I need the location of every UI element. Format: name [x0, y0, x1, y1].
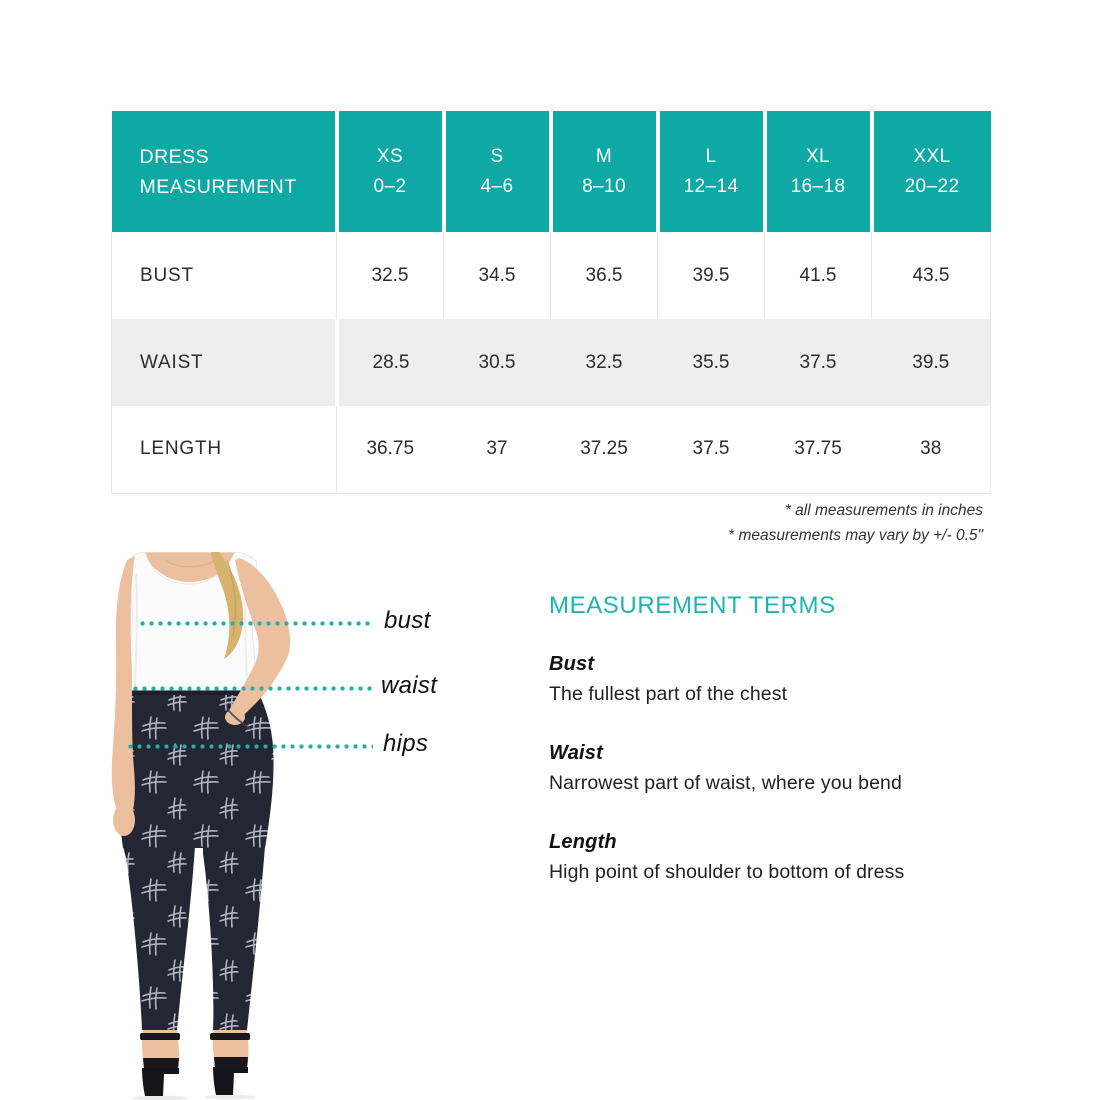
- footnote-inches: * all measurements in inches: [784, 502, 983, 519]
- term-item-length: [549, 831, 1029, 884]
- table-row-waist: [112, 319, 991, 406]
- cell-waist-l: 35.5: [692, 351, 730, 373]
- footnote-variance: * measurements may vary by +/- 0.5": [728, 526, 983, 544]
- pants-shape: [118, 682, 273, 1030]
- table-row-length: [112, 406, 991, 493]
- cell-length-xxl: 38: [872, 406, 991, 493]
- size-code: XL: [805, 145, 831, 167]
- term-name-bust: Bust: [549, 653, 595, 675]
- cell-bust-xl: 41.5: [765, 232, 872, 319]
- size-code: XXL: [913, 145, 951, 167]
- size-code: M: [595, 145, 613, 167]
- table-header-row: [112, 111, 991, 232]
- term-name-length: Length: [549, 831, 617, 853]
- table-title-line2: MEASUREMENT: [139, 175, 297, 198]
- cell-bust-xxl: 43.5: [872, 232, 991, 319]
- right-shoe: [210, 1030, 250, 1095]
- term-definition-length: High point of shoulder to bottom of dress: [549, 861, 905, 883]
- column-header-xs: [337, 111, 444, 232]
- size-range: 12–14: [683, 175, 739, 197]
- cell-length-s: 37: [444, 406, 551, 493]
- term-definition-waist: Narrowest part of waist, where you bend: [549, 772, 902, 794]
- cell-waist-xl: 37.5: [799, 351, 837, 373]
- cell-bust-s: 34.5: [444, 232, 551, 319]
- cell-length-xl: 37.75: [765, 406, 872, 493]
- cell-length-l: 37.5: [658, 406, 765, 493]
- cell-length-m: 37.25: [551, 406, 658, 493]
- size-range: 16–18: [790, 175, 846, 197]
- row-label-waist: WAIST: [112, 319, 337, 406]
- cell-waist-xs: 28.5: [372, 351, 410, 373]
- size-range: 4–6: [480, 175, 514, 197]
- term-definition-bust: The fullest part of the chest: [549, 683, 788, 705]
- model-illustration: [85, 552, 345, 1100]
- term-name-waist: Waist: [549, 742, 603, 764]
- cell-waist-s: 30.5: [478, 351, 516, 373]
- column-header-xl: [765, 111, 872, 232]
- cell-bust-l: 39.5: [658, 232, 765, 319]
- table-title-line1: DRESS: [139, 145, 210, 168]
- table-row-bust: [112, 232, 991, 319]
- column-header-xxl: [872, 111, 991, 232]
- cell-length-xs: 36.75: [337, 406, 444, 493]
- term-item-waist: [549, 742, 1029, 795]
- terms-heading: MEASUREMENT TERMS: [549, 592, 836, 619]
- column-header-m: [551, 111, 658, 232]
- column-header-l: [658, 111, 765, 232]
- row-label-bust: BUST: [112, 232, 337, 319]
- size-range: 0–2: [373, 175, 407, 197]
- bust-measure-line: [140, 621, 373, 626]
- size-code: S: [490, 145, 504, 167]
- cell-waist-m: 32.5: [585, 351, 623, 373]
- size-chart-table: [111, 111, 991, 494]
- size-code: L: [705, 145, 717, 167]
- hips-line-label: hips: [383, 730, 429, 757]
- row-label-length: LENGTH: [112, 406, 337, 493]
- cell-waist-xxl: 39.5: [872, 319, 991, 406]
- model-figure: [85, 552, 515, 1100]
- size-range: 8–10: [582, 175, 626, 197]
- waist-measure-line: [133, 686, 373, 691]
- bust-line-label: bust: [384, 607, 431, 634]
- cell-bust-xs: 32.5: [337, 232, 444, 319]
- cell-bust-m: 36.5: [551, 232, 658, 319]
- size-range: 20–22: [904, 175, 960, 197]
- measurement-terms-section: [549, 592, 1029, 920]
- hips-measure-line: [128, 744, 373, 749]
- size-code: XS: [376, 145, 404, 167]
- column-header-s: [444, 111, 551, 232]
- footnotes: [111, 499, 983, 548]
- waist-line-label: waist: [381, 672, 438, 699]
- table-title-cell: [112, 111, 337, 232]
- left-shoe: [140, 1030, 180, 1096]
- term-item-bust: [549, 653, 1029, 706]
